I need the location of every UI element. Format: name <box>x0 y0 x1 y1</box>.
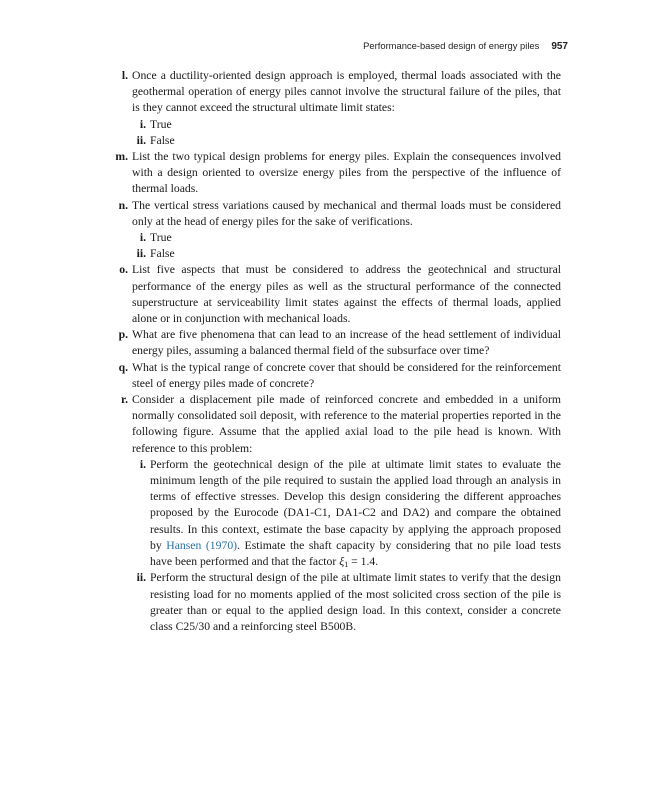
question-l <box>121 68 561 117</box>
question-text: What are five phenomena that can lead to an increase of the head settlement of individual energy piles, assuming a balanced thermal field of the subsurface over time? <box>132 328 561 358</box>
question-label: l. <box>121 69 128 82</box>
question-p <box>118 327 561 359</box>
subquestion-text: Perform the geotechnical design of the pile at ultimate limit states to evaluate the minimum length of the pile required to sustain the applied load through an analysis in terms of effective stresses. Develop this design considering the different approaches proposed by the Eurocode (DA1-C1, DA1-C2 and DA2) and compare the obtained results. In this context, estimate the base capacity by applying the approach proposed by <box>150 457 561 552</box>
running-header <box>363 40 568 52</box>
question-q <box>118 360 561 392</box>
option-text: True <box>150 117 172 131</box>
factor-expression <box>339 555 378 568</box>
option-label: ii. <box>136 133 146 147</box>
option-text: False <box>150 247 175 261</box>
question-m <box>115 149 561 198</box>
option-item <box>136 246 561 262</box>
running-title: Performance-based design of energy piles <box>363 40 540 51</box>
question-text: Consider a displacement pile made of reinforced concrete and embedded in a uniform normally consolidated soil deposit, with reference to the material properties reported in the following figure. Assume that the applied axial load to the pile head is known. With reference to this problem: <box>132 393 561 455</box>
question-label: n. <box>118 198 128 212</box>
question-n <box>118 198 561 230</box>
question-label: q. <box>118 360 128 374</box>
factor-subscript: 1 <box>344 560 349 570</box>
subquestion-item <box>139 457 561 570</box>
subquestion-text: Perform the structural design of the pile at ultimate limit states to verify that the design resisting load for no moments applied of the most solicited cross section of the pile is greater than or equal to the applied design load. In this context, consider a concrete class C25/30 and a reinforcing steel B500B. <box>150 571 561 633</box>
factor-symbol: ξ <box>339 555 345 569</box>
subquestion-item <box>136 570 561 635</box>
citation-link[interactable]: Hansen (1970) <box>166 538 238 552</box>
option-text: True <box>150 231 172 245</box>
option-item <box>139 230 561 246</box>
question-list <box>0 68 648 635</box>
question-text: The vertical stress variations caused by mechanical and thermal loads must be considered only at the head of energy piles for the sake of verifications. <box>132 198 561 228</box>
question-text: Once a ductility-oriented design approach is employed, thermal loads associated with the geothermal operation of energy piles cannot involve the structural failure of the piles, that is they cannot exceed the structural ultimate limit states: <box>132 69 561 115</box>
option-text: False <box>150 133 175 147</box>
subquestion-text-continued: . Estimate the shaft capacity by considering that no pile load tests have been performed and that the factor <box>150 538 561 569</box>
option-label: ii. <box>136 247 146 261</box>
subquestion-label: i. <box>139 457 146 471</box>
question-label: o. <box>119 263 128 277</box>
question-label: r. <box>120 393 128 407</box>
question-label: m. <box>115 150 128 164</box>
subquestion-label: ii. <box>136 571 146 585</box>
question-label: p. <box>118 328 128 342</box>
page-number: 957 <box>551 41 568 52</box>
option-label: i. <box>139 231 146 245</box>
question-o <box>119 262 561 327</box>
option-item <box>136 133 561 149</box>
question-text: List five aspects that must be considered to address the geotechnical and structural performance of the energy piles as well as the structural performance of the connected superstructure at serviceability limit states against the effects of thermal loads, applied alone or in conjunction with mechanical loads. <box>132 263 561 326</box>
option-item <box>139 117 561 133</box>
factor-value: = 1.4. <box>348 555 379 569</box>
question-text: List the two typical design problems for energy piles. Explain the consequences involved with a design oriented to oversize energy piles from the perspective of the influence of thermal loads. <box>132 150 561 196</box>
question-text: What is the typical range of concrete cover that should be considered for the reinforcement steel of energy piles made of concrete? <box>132 360 561 390</box>
question-r <box>120 392 561 457</box>
option-label: i. <box>139 117 146 131</box>
